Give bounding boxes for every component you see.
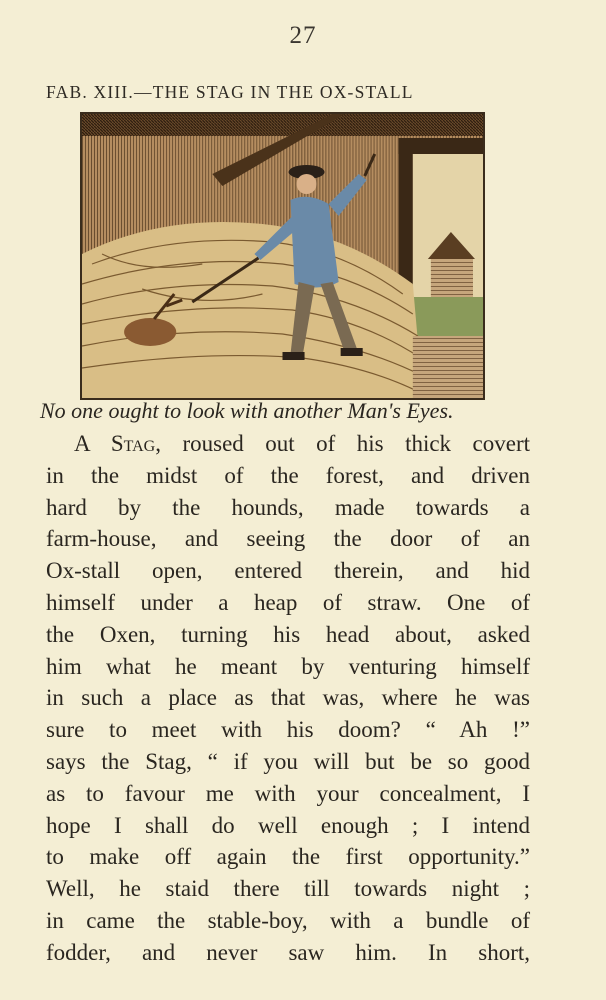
body-line: sure to meet with his doom? “ Ah !”	[46, 717, 530, 743]
fable-body	[46, 428, 530, 969]
fable-moral: No one ought to look with another Man's Eyes.	[40, 398, 454, 423]
body-line	[46, 428, 530, 460]
body-line: Ox-stall open, entered therein, and hid	[46, 558, 530, 584]
first-line-rest: , roused out of his thick covert	[155, 431, 531, 456]
body-line: says the Stag, “ if you will but be so good	[46, 748, 530, 774]
first-word: A	[74, 431, 90, 456]
body-line: hope I shall do well enough ; I intend	[46, 812, 530, 838]
body-line: to make off again the first opportunity.”	[46, 844, 530, 870]
fable-title: FAB. XIII.—THE STAG IN THE OX-STALL	[46, 82, 414, 102]
body-line: in such a place as that was, where he was	[46, 685, 530, 711]
body-line: him what he meant by venturing himself	[46, 653, 530, 679]
page-number: 27	[289, 22, 317, 49]
body-line: farm-house, and seeing the door of an	[46, 526, 530, 552]
body-line: in the midst of the forest, and driven	[46, 462, 530, 488]
body-line: fodder, and never saw him. In short,	[46, 939, 530, 965]
first-word-smallcaps: Stag	[110, 431, 156, 456]
woodcut-illustration	[80, 112, 485, 400]
body-line: as to favour me with your concealment, I	[46, 780, 530, 806]
body-line: hard by the hounds, made towards a	[46, 494, 530, 520]
body-line: himself under a heap of straw. One of	[46, 589, 530, 615]
woodcut-stag-in-ox-stall-icon	[82, 114, 483, 398]
body-line: in came the stable-boy, with a bundle of	[46, 907, 530, 933]
body-line: Well, he staid there till towards night ;	[46, 876, 530, 902]
body-line: the Oxen, turning his head about, asked	[46, 621, 530, 647]
